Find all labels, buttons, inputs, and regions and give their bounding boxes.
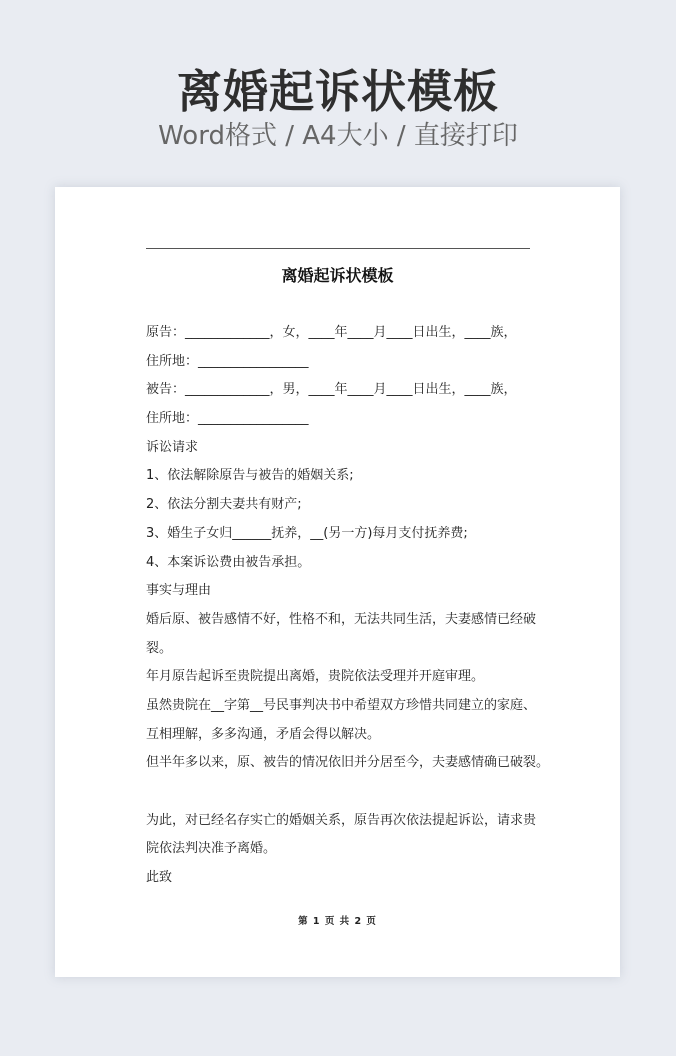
document-title: 离婚起诉状模板 (281, 266, 394, 285)
plaintiff-line: 原告：_____________，女，____年____月____日出生，____族， (146, 325, 517, 340)
request-paragraph-line: 院依法判决准予离婚。 (146, 841, 277, 857)
claims-heading: 诉讼请求 (146, 439, 199, 455)
banner-subtitle: Word格式 / A4大小 / 直接打印 (158, 121, 518, 151)
claim-item: 4、本案诉讼费由被告承担。 (146, 554, 311, 570)
blank-line (146, 782, 541, 811)
closing-line: 此致 (146, 870, 173, 886)
page-number-footer: 第 1 页 共 2 页 (298, 916, 377, 927)
facts-paragraph-line: 互相理解，多多沟通，矛盾会得以解决。 (146, 726, 381, 742)
defendant-address-line: 住所地：_________________ (146, 411, 309, 427)
facts-paragraph-line: 虽然贵院在__字第__号民事判决书中希望双方珍惜共同建立的家庭、 (146, 697, 537, 713)
defendant-line: 被告：_____________，男，____年____月____日出生，____族， (146, 382, 517, 398)
facts-paragraph-line: 裂。 (146, 640, 173, 656)
facts-paragraph-line: 年月原告起诉至贵院提出离婚，贵院依法受理并开庭审理。 (146, 669, 485, 685)
document-body (146, 323, 550, 897)
claim-item: 1、依法解除原告与被告的婚姻关系; (146, 468, 354, 484)
claim-item: 2、依法分割夫妻共有财产; (146, 497, 302, 513)
request-paragraph-line: 为此，对已经名存实亡的婚姻关系，原告再次依法提起诉讼，请求贵 (146, 812, 537, 828)
facts-paragraph-line: 但半年多以来，原、被告的情况依旧并分居至今，夫妻感情确已破裂。 (146, 755, 550, 771)
plaintiff-address-line: 住所地：_________________ (146, 353, 309, 369)
claim-item: 3、婚生子女归______抚养，__(另一方)每月支付抚养费; (146, 525, 468, 541)
banner-title: 离婚起诉状模板 (176, 65, 499, 118)
facts-heading: 事实与理由 (146, 583, 212, 599)
header-rule (146, 248, 530, 249)
facts-paragraph-line: 婚后原、被告感情不好，性格不和，无法共同生活，夫妻感情已经破 (146, 611, 537, 627)
document-page (55, 187, 620, 977)
